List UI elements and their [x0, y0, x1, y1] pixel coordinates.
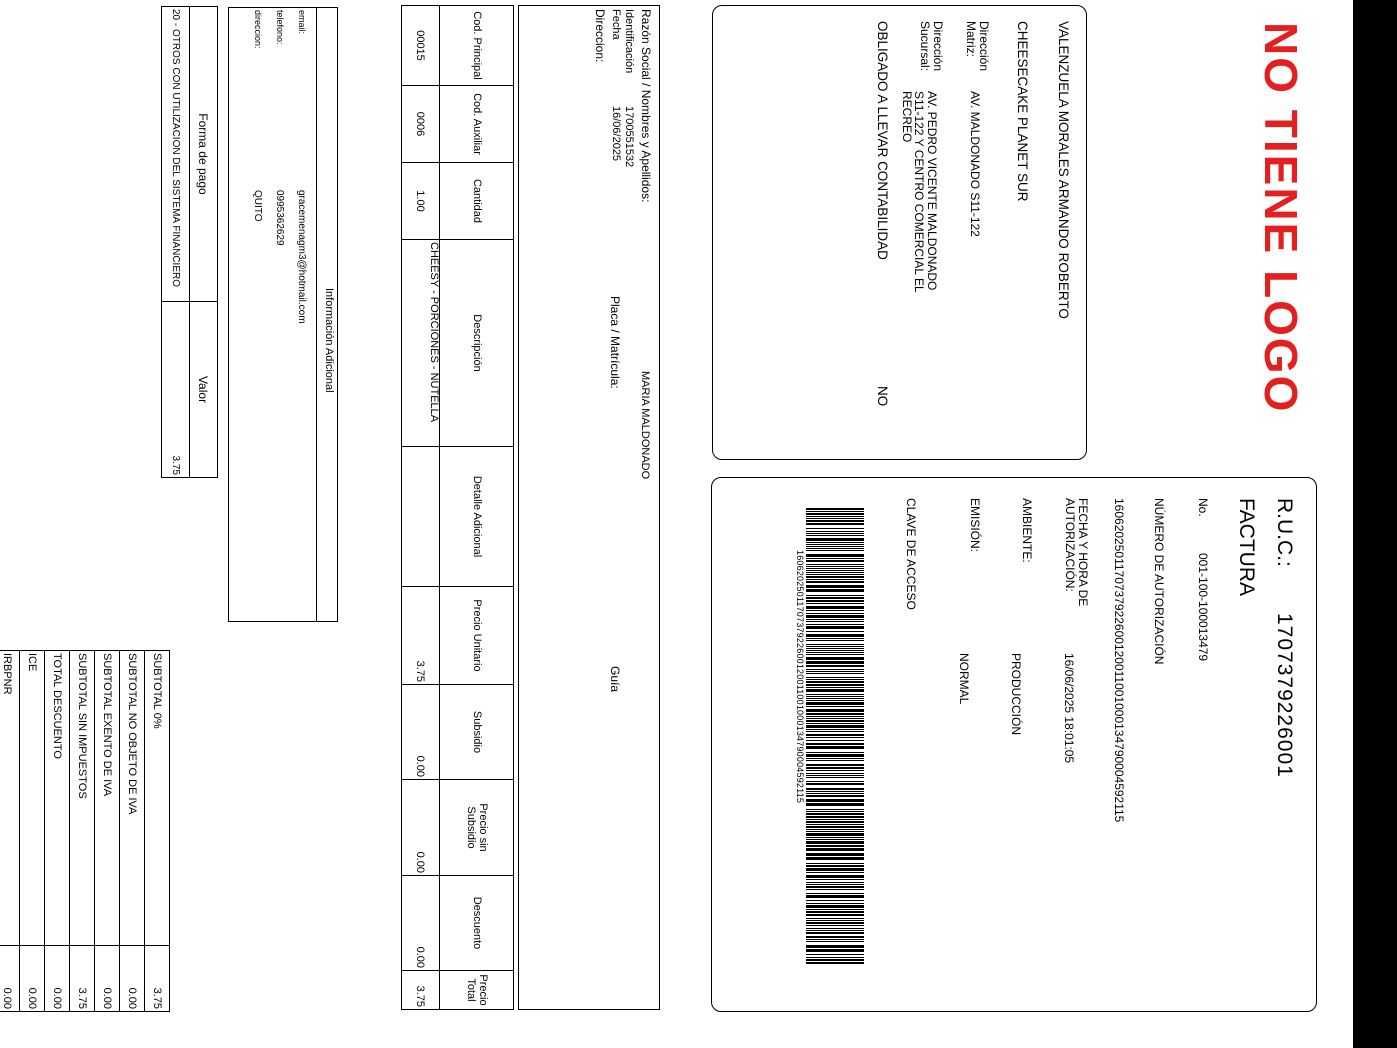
issuer-box	[712, 5, 1087, 460]
payment-value: 3.75	[162, 302, 190, 478]
total-label: TOTAL DESCUENTO	[45, 651, 70, 946]
totals-row	[20, 651, 45, 1012]
guide-label: Guía	[608, 666, 622, 693]
cell-precio-sin-subsidio: 0.00	[402, 780, 440, 876]
total-label: SUBTOTAL NO OBJETO DE IVA	[120, 651, 145, 946]
branch-address-value: AV. PEDRO VICENTE MALDONADO S11-122 Y CENTRO COMERCIAL EL RECREO	[899, 91, 939, 293]
cell-cod-principal: 00015	[402, 6, 440, 86]
totals-table	[0, 650, 170, 1012]
scan-edge-bar	[1353, 0, 1397, 1048]
total-value: 3.75	[70, 946, 95, 1012]
total-value: 3.75	[145, 946, 170, 1012]
trade-name: CHEESECAKE PLANET SUR	[1015, 21, 1030, 202]
totals-row	[70, 651, 95, 1012]
matrix-address-value: AV. MALDONADO S11-122	[968, 91, 982, 237]
additional-info-title: Información Adicional	[323, 288, 335, 393]
invoice-sheet	[0, 2, 1330, 1012]
table-row	[402, 6, 440, 1010]
cell-detalle-adicional	[402, 447, 440, 587]
buyer-address-label: Direccion:	[593, 9, 607, 63]
col-descuento: Descuento	[440, 876, 514, 971]
email-value: gracemenagm3@hotmail.com	[296, 190, 307, 324]
payment-method-header: Forma de pago	[190, 7, 218, 302]
cell-precio-unitario: 3.75	[402, 587, 440, 685]
cell-cod-auxiliar: 0006	[402, 86, 440, 163]
accounting-value: NO	[875, 386, 890, 407]
auth-date-value: 16/06/2025 18:01:05	[1062, 653, 1076, 764]
access-key-barcode	[806, 508, 864, 966]
col-detalle-adicional: Detalle Adicional	[440, 447, 514, 587]
totals-row	[0, 651, 20, 1012]
additional-info-box	[228, 7, 338, 622]
access-key-value: 1606202501170737922600120011001000134790004592115	[795, 550, 805, 804]
auth-number-label: NÚMERO DE AUTORIZACIÓN	[1152, 498, 1166, 665]
branch-address-label: Dirección Sucursal:	[918, 21, 945, 72]
items-header-row	[440, 6, 514, 1010]
cell-precio-total: 3.75	[402, 971, 440, 1010]
email-label: email:	[297, 10, 307, 35]
matrix-address-label: Dirección Matriz:	[964, 21, 991, 72]
col-precio-sin-subsidio: Precio sin Subsidio	[440, 780, 514, 876]
phone-label: telefono:	[275, 10, 285, 45]
col-cantidad: Cantidad	[440, 163, 514, 240]
totals-row	[95, 651, 120, 1012]
total-label: SUBTOTAL SIN IMPUESTOS	[70, 651, 95, 946]
auth-date-label: FECHA Y HORA DE AUTORIZACIÓN:	[1063, 498, 1090, 607]
address-value: QUITO	[252, 190, 263, 222]
buyer-id-value: 1700551532	[623, 106, 635, 168]
cell-descripcion: CHEESY - PORCIONES - NUTELLA	[402, 240, 440, 447]
total-label: ICE	[20, 651, 45, 946]
document-type: FACTURA	[1235, 498, 1258, 597]
ruc-value: 1707379226001	[1273, 613, 1296, 778]
buyer-name-value: MARIA MALDONADO	[639, 371, 651, 480]
col-descripcion: Descripción	[440, 240, 514, 447]
environment-label: AMBIENTE:	[1020, 498, 1034, 563]
environment-value: PRODUCCIÓN	[1009, 653, 1023, 736]
emission-value: NORMAL	[957, 653, 971, 705]
col-cod-principal: Cod. Principal	[440, 6, 514, 86]
total-value: 0.00	[0, 946, 20, 1012]
total-value: 0.00	[20, 946, 45, 1012]
buyer-name-label: Razón Social / Nombres y Apellidos:	[639, 9, 653, 203]
issuer-name: VALENZUELA MORALES ARMANDO ROBERTO	[1056, 21, 1071, 319]
logo-placeholder: NO TIENE LOGO	[1255, 22, 1307, 414]
total-label: SUBTOTAL EXENTO DE IVA	[95, 651, 120, 946]
total-label: SUBTOTAL 0%	[145, 651, 170, 946]
accounting-label: OBLIGADO A LLEVAR CONTABILIDAD	[875, 21, 890, 260]
plate-label: Placa / Matrícula:	[608, 296, 622, 389]
cell-cantidad: 1.00	[402, 163, 440, 240]
cell-subsidio: 0.00	[402, 685, 440, 780]
totals-row	[145, 651, 170, 1012]
total-value: 0.00	[120, 946, 145, 1012]
buyer-box	[518, 5, 660, 1010]
total-value: 0.00	[45, 946, 70, 1012]
total-label: IRBPNR	[0, 651, 20, 946]
items-table	[401, 5, 514, 1010]
payment-table	[161, 6, 218, 478]
additional-info-divider	[316, 8, 317, 621]
col-precio-unitario: Precio Unitario	[440, 587, 514, 685]
buyer-date-value: 16/06/2025	[610, 106, 622, 162]
invoice-number-value: 001-100-100013479	[1196, 553, 1210, 662]
totals-row	[120, 651, 145, 1012]
auth-number-value: 1606202501170737922600120011001000134790004592115	[1112, 498, 1126, 823]
address-label: direccion:	[253, 10, 263, 49]
buyer-date-label: Fecha	[610, 9, 622, 40]
cell-descuento: 0.00	[402, 876, 440, 971]
totals-row	[45, 651, 70, 1012]
payment-value-header: Valor	[190, 302, 218, 478]
invoice-number-label: No.	[1196, 498, 1210, 517]
buyer-id-label: Identificación	[623, 9, 635, 74]
col-subsidio: Subsidio	[440, 685, 514, 780]
total-value: 0.00	[95, 946, 120, 1012]
emission-label: EMISIÓN:	[968, 498, 982, 553]
payment-method: 20 - OTROS CON UTILIZACION DEL SISTEMA FINANCIERO	[162, 7, 190, 302]
col-precio-total: Precio Total	[440, 971, 514, 1010]
barcode-bar	[806, 962, 864, 964]
col-cod-auxiliar: Cod. Auxiliar	[440, 86, 514, 163]
access-key-label: CLAVE DE ACCESO	[904, 498, 918, 610]
phone-value: 0995362629	[274, 190, 285, 246]
invoice-info-box	[711, 477, 1317, 1012]
ruc-label: R.U.C.:	[1273, 498, 1296, 567]
